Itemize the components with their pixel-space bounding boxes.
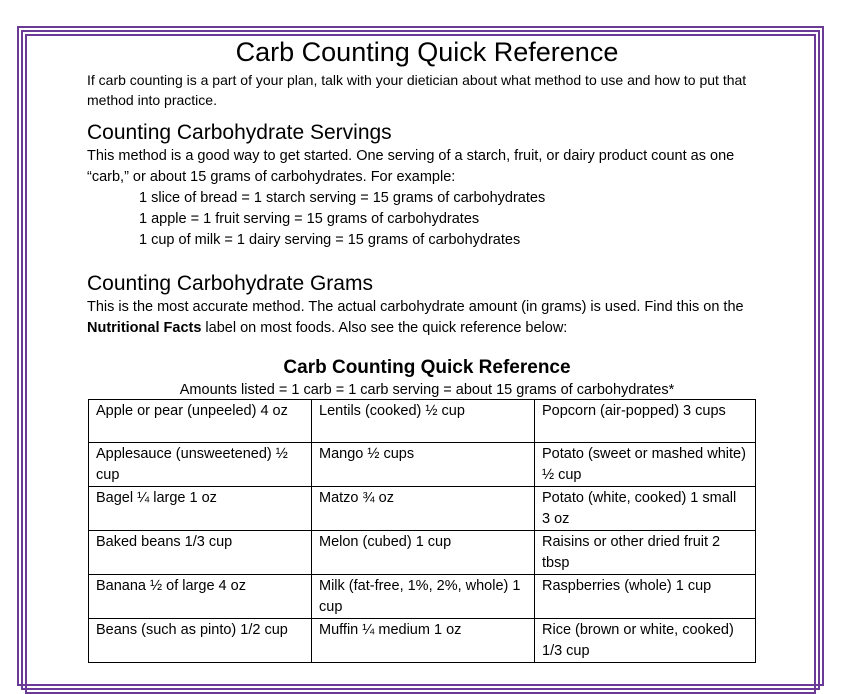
table-cell: Baked beans 1/3 cup [89,531,312,575]
table-cell: Potato (sweet or mashed white) ½ cup [535,443,756,487]
table-row [89,531,756,575]
table-row [89,443,756,487]
servings-section [87,120,767,251]
table-cell: Apple or pear (unpeeled) 4 oz [89,400,312,443]
page-title: Carb Counting Quick Reference [235,37,619,67]
carb-reference-table [88,399,756,663]
intro-text: If carb counting is a part of your plan, talk with your dietician about what method to use and how to put that method into practice. [87,72,747,108]
grams-text-before: This is the most accurate method. The actual carbohydrate amount (in grams) is used. Find this on the [87,299,744,315]
table-cell: Bagel ¼ large 1 oz [89,487,312,531]
table-subtitle: Amounts listed = 1 carb = 1 carb serving = about 15 grams of carbohydrates* [179,382,675,398]
grams-text-after: label on most foods. Also see the quick reference below: [201,320,568,336]
servings-heading: Counting Carbohydrate Servings [87,121,392,144]
table-title: Carb Counting Quick Reference [283,357,571,378]
servings-example-3: 1 cup of milk = 1 dairy serving = 15 grams of carbohydrates [139,232,521,248]
table-cell: Raspberries (whole) 1 cup [535,575,756,619]
table-cell: Potato (white, cooked) 1 small 3 oz [535,487,756,531]
servings-text: This method is a good way to get started. One serving of a starch, fruit, or dairy product count as one “carb,” or about 15 grams of carbohydrates. For example: [87,148,735,185]
grams-heading: Counting Carbohydrate Grams [87,272,373,295]
servings-example-2: 1 apple = 1 fruit serving = 15 grams of carbohydrates [139,211,480,227]
table-cell: Milk (fat-free, 1%, 2%, whole) 1 cup [312,575,535,619]
table-cell: Mango ½ cups [312,443,535,487]
table-row [89,619,756,663]
table-cell: Matzo ¾ oz [312,487,535,531]
servings-example-1: 1 slice of bread = 1 starch serving = 15 grams of carbohydrates [139,190,546,206]
table-row [89,575,756,619]
table-cell: Applesauce (unsweetened) ½ cup [89,443,312,487]
grams-text [87,297,767,339]
table-cell: Beans (such as pinto) 1/2 cup [89,619,312,663]
grams-section [87,271,767,339]
table-cell: Raisins or other dried fruit 2 tbsp [535,531,756,575]
table-cell: Banana ½ of large 4 oz [89,575,312,619]
table-cell: Popcorn (air-popped) 3 cups [535,400,756,443]
nutritional-facts-bold: Nutritional Facts [87,320,202,336]
table-cell: Lentils (cooked) ½ cup [312,400,535,443]
table-row [89,487,756,531]
table-cell: Rice (brown or white, cooked) 1/3 cup [535,619,756,663]
document-content [87,34,767,663]
table-cell: Melon (cubed) 1 cup [312,531,535,575]
table-cell: Muffin ¼ medium 1 oz [312,619,535,663]
table-row [89,400,756,443]
